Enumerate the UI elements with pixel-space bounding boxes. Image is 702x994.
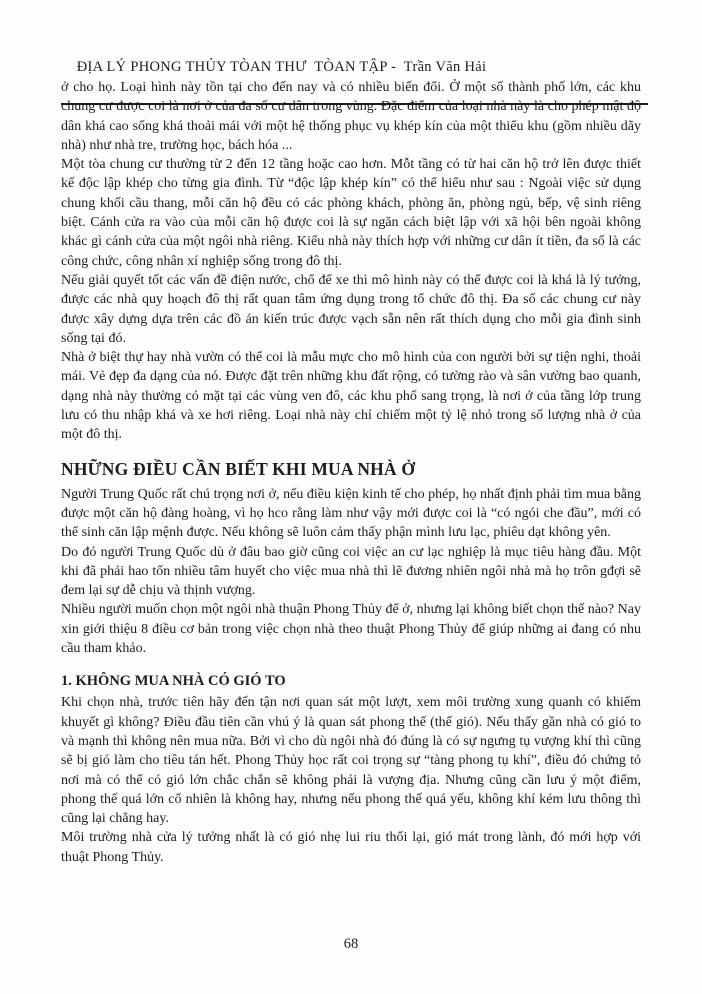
paragraph-apartment-building: Một tòa chung cư thường từ 2 đến 12 tầng hoặc cao hơn. Mỗt tầng có từ hai căn hộ trở lên được thiết kế độc lập khép cho từng gia đình. Từ “độc lập khép kín” có thể hiểu như sau : Ngoài việc sử dụng chung khối cầu thang, mỗi căn hộ đều có các phòng khách, phòng ăn, phòng ngủ, bếp, vệ sinh riêng biệt. Cánh cửa ra vào của mỗi căn hộ được coi là sự ngăn cách biệt lập với xã hội bên ngoài không khác gì cánh cửa của một ngôi nhà riêng. Kiểu nhà này thích hợp với những cư dân ít tiền, đa số là các công chức, công nhân xí nghiệp sống trong đô thị. xyxy=(61,157,641,269)
subsection-heading-wind: 1. KHÔNG MUA NHÀ CÓ GIÓ TO xyxy=(61,673,286,690)
paragraph-urban-planning: Nếu giải quyết tốt các vấn đề điện nước, chổ để xe thì mô hình này có thể được coi là khá là lý tưởng, được các nhà quy hoạch đô thị rất quan tâm ứng dụng trong tổ chức đô thị. Đa số các chung cư này được xây dựng dựa trên các đồ án kiến trúc được vạch sẵn nên rất thích dụng cho mỗi gia đình sinh sống tại đó. xyxy=(61,272,641,346)
paragraph-eight-principles: Nhiều người muốn chọn một ngôi nhà thuận Phong Thủy để ở, nhưng lại không biết chọn thế nào? Nay xin giới thiệu 8 điều cơ bản trong việc chọn nhà theo thuật Phong Thủy để giúp những ai đang có nhu cầu tham khảo. xyxy=(61,602,641,657)
paragraph-villa-houses: Nhà ở biệt thự hay nhà vườn có thể coi là mẫu mực cho mô hình của con người bởi sự tiện nghi, thoải mái. Vẻ đẹp đa dạng của nó. Được đặt trên những khu đất rộng, có tường rào và sân vường bao quanh, dạng nhà này thường có mặt tại các vùng ven đô, các khu phố sang trọng, là nơi ở của tầng lớp trung lưu có thu nhập khá và xe hơi riêng. Loại nhà này chỉ chiếm một tỷ lệ nhỏ trong số lượng nhà ở của một đô thị. xyxy=(61,350,641,443)
page-footer xyxy=(0,936,702,953)
page-number: 68 xyxy=(343,936,359,952)
paragraph-housing-continuation: ở cho họ. Loại hình này tồn tại cho đến nay và có nhiều biến đổi. Ở một số thành phố lớn, các khu chung cư được coi là nơi ở của đa số cư dân trong vùng. Đặc điểm của loại nhà này là cho phép mật độ dân khá cao sống khá thoải mái với một hệ thống phục vụ khép kín của một thiểu khu (gồm nhiều dãy nhà) như nhà tre, trường học, bách hóa ... xyxy=(61,80,641,153)
paragraph-chinese-people-housing: Người Trung Quốc rất chú trọng nơi ở, nếu điều kiện kinh tế cho phép, họ nhất định phải tìm mua bằng được một căn hộ đàng hoàng, vì họ hco rằng làm như vậy mới được coi là “có ngói che đầu”, mới có thể sinh căn lập mệnh được. Nếu không sẽ luôn cảm thấy phận mình lưu lạc, phiêu dạt không yên. xyxy=(61,486,641,541)
paragraph-ideal-environment: Môi trường nhà cửa lý tưởng nhất là có gió nhẹ lui riu thổi lại, gió mát trong lành, đó mới hợp với thuật Phong Thủy. xyxy=(61,830,641,865)
paragraph-settling-down: Do đó người Trung Quốc dù ở đâu bao giờ cũng coi việc an cư lạc nghiệp là mục tiêu hàng đầu. Một khi đã phải hao tổn nhiều tâm huyết cho việc mua nhà thì lẽ đương nhiên ngôi nhà mà họ trôn gđợi sẽ đem lại sự dễ chịu và thịnh vượng. xyxy=(61,544,641,599)
paragraph-wind-inspection: Khi chọn nhà, trước tiên hãy đến tận nơi quan sát một lượt, xem môi trường xung quanh có khiếm khuyết gì không? Điều đầu tiên cần vhú ý là quan sát phong thế (thế gió). Nếu thấy gần nhà có gió to và mạnh thì không nên mua nữa. Bởi vì cho dù ngôi nhà đó đúng là có sự ngưng tụ vượng khí thì cũng sẽ bị gió làm cho tiêu tán hết. Phong Thủy học rất coi trọng sự “tàng phong tụ khí”, điều đó chứng tỏ nơi mà có thể có gió lớn chắc chắn sẽ không phải là vượng địa. Nhưng cũng cần lưu ý một điểm, phong thế quá lớn cố nhiên là không hay, nhưng nếu phong thế quá yếu, không khí kém lưu thông thì cũng lại chẳng hay. xyxy=(61,695,641,827)
page-body xyxy=(61,78,641,867)
header-title: ĐỊA LÝ PHONG THỦY TÒAN THƯ TÒAN TẬP - Trần Văn Hải xyxy=(76,59,487,75)
section-heading-buying-house: NHỮNG ĐIỀU CẦN BIẾT KHI MUA NHÀ Ở xyxy=(61,458,416,479)
